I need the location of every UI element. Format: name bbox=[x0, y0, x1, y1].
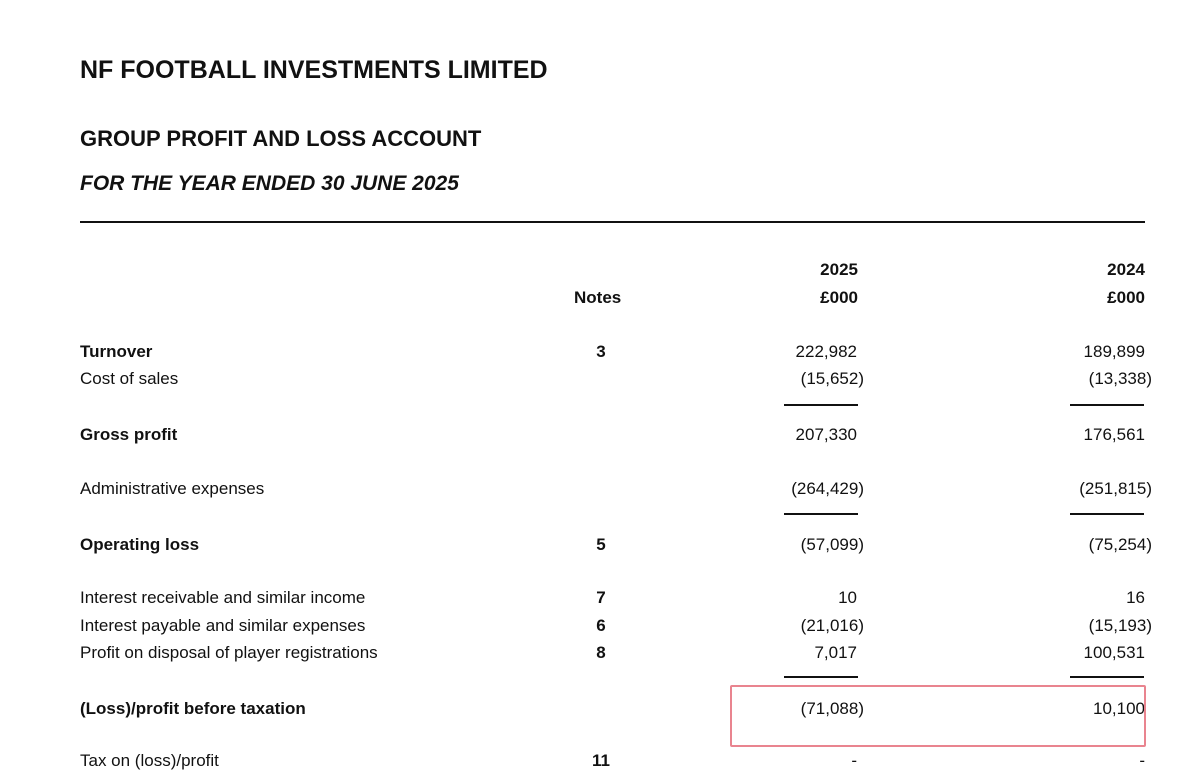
row-2024-operating-loss: (75,254) bbox=[1088, 535, 1152, 554]
row-label-interest-payable: Interest payable and similar expenses bbox=[80, 616, 366, 635]
row-2025-interest-payable: (21,016) bbox=[800, 616, 864, 635]
row-label-player-disposal: Profit on disposal of player registrations bbox=[80, 643, 378, 662]
row-2024-cost-of-sales: (13,338) bbox=[1088, 369, 1152, 388]
row-label-interest-receivable: Interest receivable and similar income bbox=[80, 588, 366, 607]
year-2025-header: 2025 bbox=[820, 260, 858, 279]
header-divider bbox=[80, 221, 1145, 223]
row-label-admin-expenses: Administrative expenses bbox=[80, 479, 265, 498]
row-2024-player-disposal: 100,531 bbox=[1083, 643, 1145, 662]
row-2024-interest-receivable: 16 bbox=[1126, 588, 1145, 607]
subtotal-rule bbox=[1070, 513, 1144, 515]
row-2024-tax: - bbox=[1139, 751, 1145, 770]
row-2025-admin-expenses: (264,429) bbox=[791, 479, 864, 498]
row-2024-gross-profit: 176,561 bbox=[1083, 425, 1145, 444]
subtotal-rule bbox=[1070, 404, 1144, 406]
row-2025-cost-of-sales: (15,652) bbox=[800, 369, 864, 388]
unit-2024-header: £000 bbox=[1107, 288, 1145, 307]
row-note-tax: 11 bbox=[592, 751, 610, 770]
row-label-turnover: Turnover bbox=[80, 342, 153, 361]
year-2024-header: 2024 bbox=[1107, 260, 1145, 279]
row-2025-player-disposal: 7,017 bbox=[814, 643, 857, 662]
row-2024-turnover: 189,899 bbox=[1083, 342, 1145, 361]
highlight-box bbox=[730, 685, 1146, 747]
row-2025-gross-profit: 207,330 bbox=[795, 425, 857, 444]
unit-2025-header: £000 bbox=[820, 288, 858, 307]
row-note-interest-receivable: 7 bbox=[596, 588, 606, 607]
row-note-interest-payable: 6 bbox=[596, 616, 606, 635]
notes-column-header: Notes bbox=[574, 288, 622, 307]
row-2025-turnover: 222,982 bbox=[795, 342, 857, 361]
subtotal-rule bbox=[1070, 676, 1144, 678]
row-2024-admin-expenses: (251,815) bbox=[1079, 479, 1152, 498]
period-heading: FOR THE YEAR ENDED 30 JUNE 2025 bbox=[80, 172, 459, 195]
company-name: NF FOOTBALL INVESTMENTS LIMITED bbox=[80, 56, 548, 84]
row-label-operating-loss: Operating loss bbox=[80, 535, 200, 554]
row-label-cost-of-sales: Cost of sales bbox=[80, 369, 179, 388]
row-note-player-disposal: 8 bbox=[596, 643, 606, 662]
row-2025-pre-tax-result: (71,088) bbox=[800, 699, 864, 718]
row-label-pre-tax-result: (Loss)/profit before taxation bbox=[80, 699, 306, 718]
subtotal-rule bbox=[784, 513, 858, 515]
subtotal-rule bbox=[784, 404, 858, 406]
row-note-operating-loss: 5 bbox=[596, 535, 606, 554]
statement-title: GROUP PROFIT AND LOSS ACCOUNT bbox=[80, 126, 482, 151]
row-label-tax: Tax on (loss)/profit bbox=[80, 751, 219, 770]
row-2025-operating-loss: (57,099) bbox=[800, 535, 864, 554]
row-note-turnover: 3 bbox=[596, 342, 606, 361]
row-2024-interest-payable: (15,193) bbox=[1088, 616, 1152, 635]
subtotal-rule bbox=[784, 676, 858, 678]
row-2024-pre-tax-result: 10,100 bbox=[1093, 699, 1145, 718]
row-2025-interest-receivable: 10 bbox=[838, 588, 857, 607]
row-2025-tax: - bbox=[851, 751, 857, 770]
row-label-gross-profit: Gross profit bbox=[80, 425, 178, 444]
